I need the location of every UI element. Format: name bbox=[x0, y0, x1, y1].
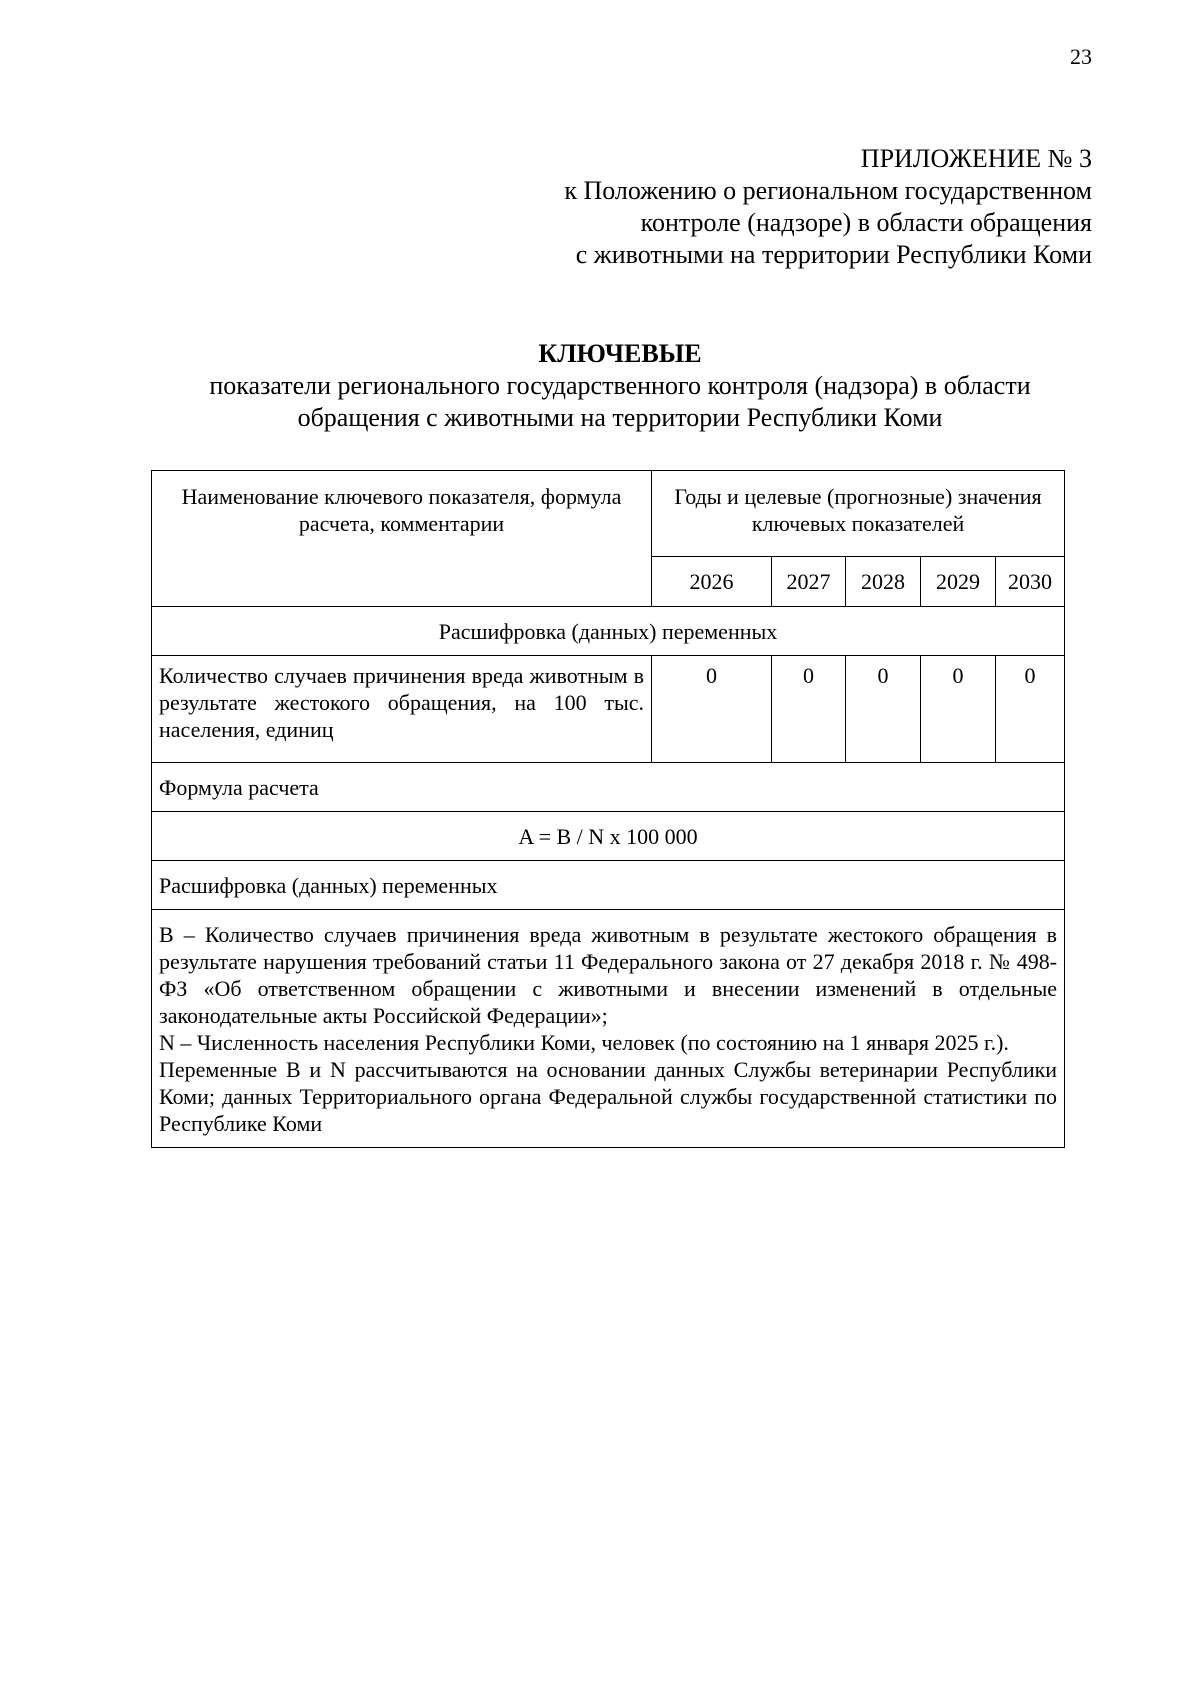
appendix-header bbox=[564, 143, 1092, 271]
table-row bbox=[152, 812, 1065, 861]
variables-description bbox=[152, 910, 1065, 1148]
year-cell: 2026 bbox=[652, 556, 772, 606]
year-cell: 2029 bbox=[921, 556, 996, 606]
indicator-value: 0 bbox=[652, 656, 772, 763]
appendix-line: ПРИЛОЖЕНИЕ № 3 bbox=[860, 144, 1092, 173]
appendix-line: с животными на территории Республики Коми bbox=[575, 240, 1092, 269]
indicators-table bbox=[151, 470, 1065, 1148]
formula-label: Формула расчета bbox=[152, 763, 1065, 812]
document-title bbox=[150, 338, 1090, 434]
title-main: КЛЮЧЕВЫЕ bbox=[538, 339, 702, 368]
table-header-row bbox=[152, 471, 1065, 557]
indicator-value: 0 bbox=[846, 656, 921, 763]
table-row bbox=[152, 763, 1065, 812]
table-row bbox=[152, 861, 1065, 910]
header-years-values: Годы и целевые (прогнозные) значения ключевых показателей bbox=[652, 471, 1065, 557]
indicator-value: 0 bbox=[921, 656, 996, 763]
indicator-value: 0 bbox=[772, 656, 846, 763]
page-number: 23 bbox=[1070, 44, 1092, 69]
indicator-name: Количество случаев причинения вреда животным в результате жестокого обращения, на 100 тыс. населения, единиц bbox=[152, 656, 652, 763]
formula: A = B / N x 100 000 bbox=[152, 812, 1065, 861]
table-row bbox=[152, 607, 1065, 656]
header-indicator-name: Наименование ключевого показателя, формула расчета, комментарии bbox=[152, 471, 652, 607]
indicator-value: 0 bbox=[996, 656, 1065, 763]
year-cell: 2028 bbox=[846, 556, 921, 606]
variables-label: Расшифровка (данных) переменных bbox=[152, 861, 1065, 910]
year-cell: 2030 bbox=[996, 556, 1065, 606]
variable-n-description: N – Численность населения Республики Коми, человек (по состоянию на 1 января 2025 г.). bbox=[159, 1030, 1009, 1055]
year-cell: 2027 bbox=[772, 556, 846, 606]
data-source-description: Переменные B и N рассчитываются на основании данных Службы ветеринарии Республики Коми; данных Территориального органа Федеральной службы государственной статистики по Республике Коми bbox=[159, 1057, 1058, 1136]
title-sub-line: обращения с животными на территории Республики Коми bbox=[297, 403, 943, 432]
title-sub-line: показатели регионального государственного контроля (надзора) в области bbox=[209, 371, 1031, 400]
appendix-line: к Положению о региональном государственном bbox=[564, 176, 1092, 205]
variable-b-description: B – Количество случаев причинения вреда животным в результате жестокого обращения в результате нарушения требований статьи 11 Федерального закона от 27 декабря 2018 г. № 498-ФЗ «Об ответственном обращении с животными и внесении изменений в отдельные законодательные акты Российской Федерации»; bbox=[159, 922, 1058, 1028]
table-row bbox=[152, 656, 1065, 763]
appendix-line: контроле (надзоре) в области обращения bbox=[640, 208, 1092, 237]
table-row bbox=[152, 910, 1065, 1148]
section-variables-heading: Расшифровка (данных) переменных bbox=[152, 607, 1065, 656]
